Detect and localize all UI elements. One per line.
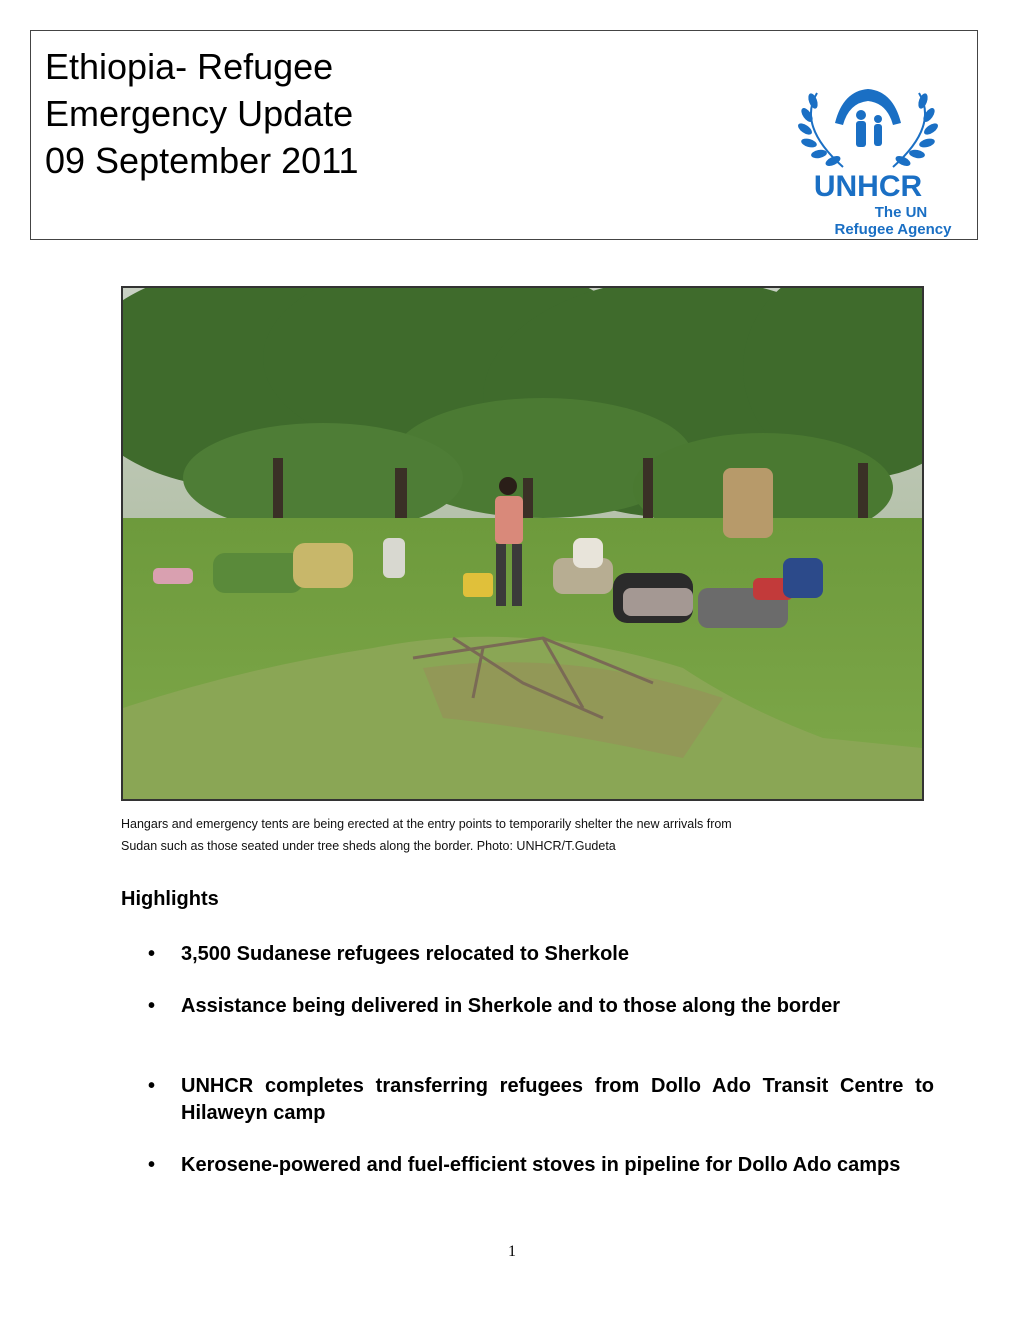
caption-line-1: Hangars and emergency tents are being erected at the entry points to temporarily shelter the new arrivals from [121, 817, 732, 831]
unhcr-logo-graphic [783, 71, 953, 246]
header-box [30, 30, 978, 240]
highlights-heading: Highlights [121, 888, 219, 910]
photo-refugees-under-trees [123, 288, 922, 799]
caption-line-2: Sudan such as those seated under tree sheds along the border. Photo: UNHCR/T.Gudeta [121, 839, 616, 853]
title-line-1: Ethiopia- Refugee [45, 46, 334, 87]
title-line-3: 09 September 2011 [45, 140, 359, 181]
unhcr-logo [783, 71, 953, 246]
bullet-icon: • [148, 943, 156, 965]
laurel-right-icon [893, 92, 940, 168]
highlight-text: Kerosene-powered and fuel-efficient stoves in pipeline for Dollo Ado camps [181, 1154, 901, 1176]
page-number: 1 [508, 1243, 516, 1260]
photo-caption [121, 813, 921, 857]
laurel-left-icon [796, 92, 843, 168]
logo-tagline-2: Refugee Agency [834, 221, 952, 238]
document-title [45, 43, 359, 184]
bullet-icon: • [148, 1075, 156, 1097]
refugee-photo [121, 286, 924, 801]
highlight-text: Assistance being delivered in Sherkole and to those along the border [181, 995, 841, 1017]
logo-wordmark: UNHCR [813, 170, 923, 203]
sheltering-hands-icon [835, 89, 901, 147]
bullet-icon: • [148, 995, 156, 1017]
bullet-icon: • [148, 1154, 156, 1176]
highlight-text: UNHCR completes transferring refugees from Dollo Ado Transit Centre to Hilaweyn camp [181, 1075, 934, 1124]
title-line-2: Emergency Update [45, 93, 354, 134]
logo-tagline-1: The UN [874, 204, 928, 221]
highlight-text: 3,500 Sudanese refugees relocated to Sherkole [181, 943, 629, 965]
